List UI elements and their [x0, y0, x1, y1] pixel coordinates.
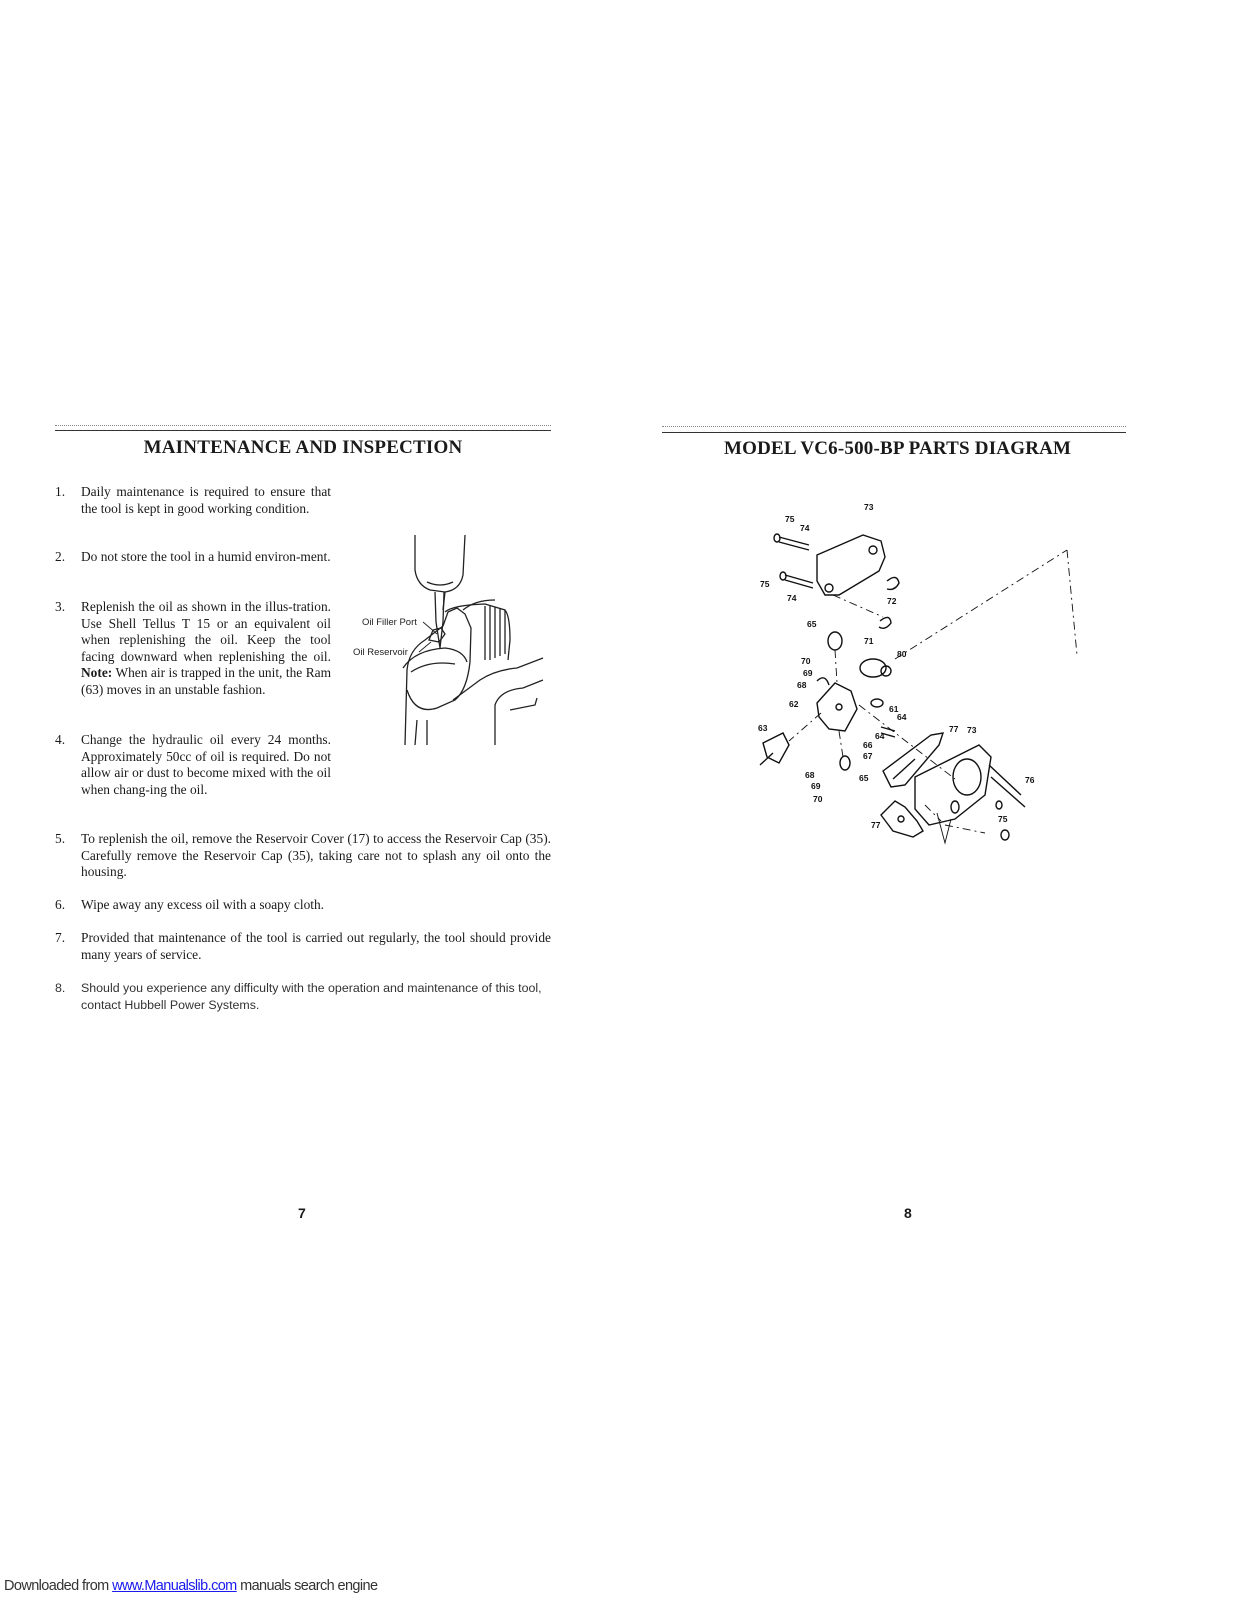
part-label: 72: [887, 596, 897, 606]
part-label: 65: [807, 619, 817, 629]
part-label: 73: [864, 502, 874, 512]
part-label: 61: [889, 704, 899, 714]
header-rule: [55, 430, 551, 431]
part-label: 75: [785, 514, 795, 524]
header-rule-dotted: [662, 426, 1126, 427]
part-label: 65: [859, 773, 869, 783]
part-label: 70: [813, 794, 823, 804]
part-label: 80: [897, 649, 907, 659]
part-label: 75: [760, 579, 770, 589]
part-label: 76: [1025, 775, 1035, 785]
part-label: 68: [805, 770, 815, 780]
part-label: 77: [949, 724, 959, 734]
oil-refill-illustration: [345, 530, 550, 750]
part-label: 77: [871, 820, 881, 830]
part-label: 63: [758, 723, 768, 733]
header-rule-dotted: [55, 425, 551, 426]
part-label: 67: [863, 751, 873, 761]
page-number-left: 7: [298, 1205, 306, 1221]
parts-diagram: [755, 495, 1085, 855]
part-label: 68: [797, 680, 807, 690]
part-label: 64: [897, 712, 907, 722]
part-label: 75: [998, 814, 1008, 824]
page-title-right: MODEL VC6-500-BP PARTS DIAGRAM: [724, 438, 1072, 459]
part-label: 66: [863, 740, 873, 750]
oil-reservoir-label: Oil Reservoir: [353, 647, 408, 658]
header-rule: [662, 432, 1126, 433]
part-label: 74: [787, 593, 797, 603]
part-label: 64: [875, 731, 885, 741]
part-label: 74: [800, 523, 810, 533]
part-label: 73: [967, 725, 977, 735]
part-label: 71: [864, 636, 874, 646]
oil-filler-port-label: Oil Filler Port: [362, 617, 417, 628]
part-label: 69: [811, 781, 821, 791]
page-number-right: 8: [904, 1205, 912, 1221]
part-label: 70: [801, 656, 811, 666]
manualslib-link[interactable]: www.Manualslib.com: [112, 1578, 237, 1594]
download-footer: Downloaded from www.Manualslib.com manuals search engine: [4, 1578, 378, 1594]
page-title-left: MAINTENANCE AND INSPECTION: [143, 437, 463, 458]
note-label: Note:: [81, 665, 113, 681]
part-label: 69: [803, 668, 813, 678]
part-label: 62: [789, 699, 799, 709]
